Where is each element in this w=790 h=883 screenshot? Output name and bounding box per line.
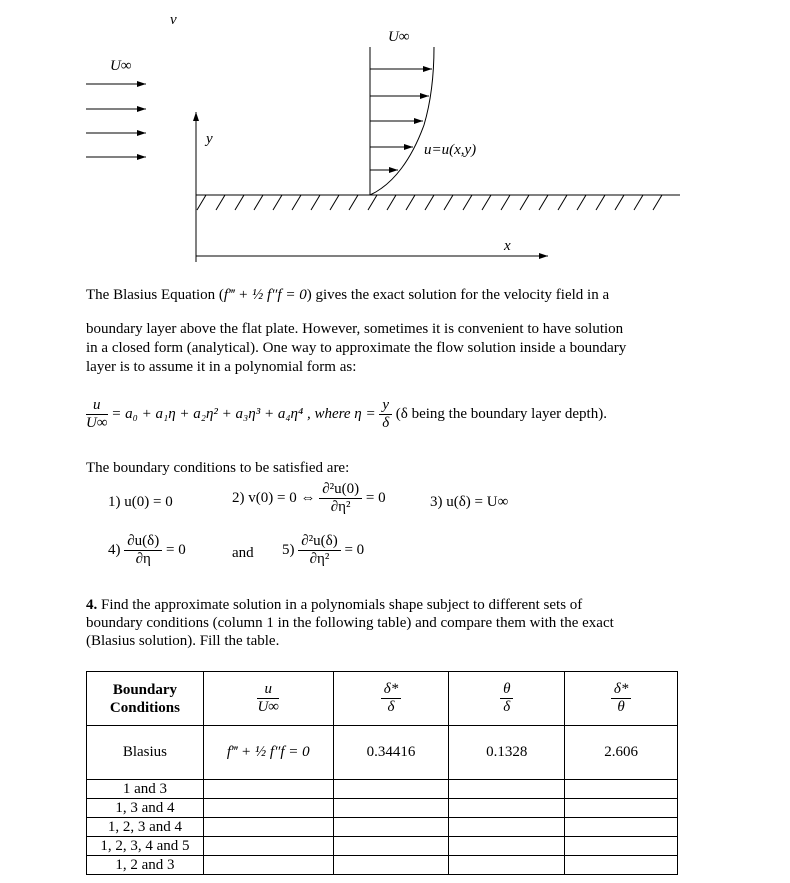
table-cell[interactable] (203, 818, 333, 837)
plate-hatch-mark (235, 195, 244, 210)
plate-hatch-mark (482, 195, 491, 210)
plate-hatch-mark (292, 195, 301, 210)
table-cell[interactable] (333, 799, 449, 818)
bc-1: 1) u(0) = 0 (108, 494, 173, 510)
blasius-label: Blasius (87, 726, 204, 780)
header-u: u (257, 681, 279, 699)
header-delta-star-2: δ* (611, 681, 631, 699)
plate-hatch-mark (463, 195, 472, 210)
header-momentum-ratio (449, 672, 565, 726)
plate-hatch-mark (387, 195, 396, 210)
task-line-1-text: Find the approximate solution in a polynomials shape subject to different sets of (101, 597, 583, 613)
bc-2-denominator: ∂η² (330, 499, 351, 515)
header-delta-2: δ (503, 699, 511, 715)
row-bc-label: 1, 3 and 4 (87, 799, 204, 818)
bc-3: 3) u(δ) = U∞ (430, 494, 509, 510)
plate-hatch-mark (577, 195, 586, 210)
table-cell[interactable] (203, 799, 333, 818)
plate-hatch-mark (653, 195, 662, 210)
table-cell[interactable] (565, 780, 678, 799)
bc-4-a: 4) (108, 541, 121, 558)
intro-line-1 (86, 286, 609, 305)
table-cell[interactable] (203, 856, 333, 875)
bc-5-fraction (298, 533, 340, 568)
intro-line-1-a: The Blasius Equation ( (86, 287, 224, 303)
x-axis-label: x (504, 238, 511, 254)
bc-2 (232, 481, 386, 516)
plate-hatch-mark (330, 195, 339, 210)
table-row (87, 856, 678, 875)
header-bc-line1: Boundary (112, 681, 178, 698)
header-uinf: U∞ (257, 699, 279, 715)
results-table (86, 671, 678, 875)
header-displacement-ratio (333, 672, 449, 726)
header-delta-star: δ* (381, 681, 401, 699)
eta-denominator: δ (382, 415, 390, 431)
table-cell[interactable] (449, 799, 565, 818)
task-line-2: boundary conditions (column 1 in the following table) and compare them with the exact (86, 615, 614, 631)
lhs-numerator: u (86, 397, 108, 415)
table-cell[interactable] (565, 799, 678, 818)
bc-5-numerator: ∂²u(δ) (298, 533, 340, 551)
u-over-uinf (86, 397, 108, 432)
table-cell[interactable] (449, 856, 565, 875)
polynomial-equation (86, 397, 607, 432)
blasius-equation-inline: f‴ + ½ f″f = 0 (223, 287, 307, 303)
bc-2-b: = 0 (365, 489, 386, 506)
plate-hatch-mark (216, 195, 225, 210)
bc-5-denominator: ∂η² (309, 551, 330, 567)
table-cell[interactable] (333, 856, 449, 875)
plate-hatch-mark (368, 195, 377, 210)
blasius-momentum: 0.1328 (449, 726, 565, 780)
row-bc-label: 1 and 3 (87, 780, 204, 799)
plate-hatch-mark (520, 195, 529, 210)
nu-label: ν (170, 12, 177, 28)
intro-line-1-b: ) gives the exact solution for the velocity field in a (306, 287, 610, 303)
header-velocity-ratio (203, 672, 333, 726)
table-row-blasius (87, 726, 678, 780)
freestream-velocity-label: U∞ (110, 58, 132, 74)
plate-hatch-mark (634, 195, 643, 210)
table-row (87, 837, 678, 856)
lhs-denominator: U∞ (86, 415, 108, 431)
bc-and: and (232, 545, 254, 561)
plate-hatch-mark (311, 195, 320, 210)
bc-5 (282, 533, 364, 568)
flat-plate (196, 195, 680, 210)
intro-line-2: boundary layer above the flat plate. However, sometimes it is convenient to have solution (86, 321, 624, 337)
plate-hatch-mark (254, 195, 263, 210)
header-shape-factor (565, 672, 678, 726)
row-bc-label: 1, 2, 3 and 4 (87, 818, 204, 837)
bc-2-fraction (319, 481, 362, 516)
freestream-arrows (86, 84, 146, 157)
task-number: 4. (86, 597, 98, 613)
intro-line-4: layer is to assume it in a polynomial form as: (86, 359, 357, 375)
table-cell[interactable] (203, 837, 333, 856)
table-cell[interactable] (449, 818, 565, 837)
table-header-row (87, 672, 678, 726)
plate-hatch-mark (539, 195, 548, 210)
blasius-displacement: 0.34416 (333, 726, 449, 780)
bc-4-b: = 0 (165, 541, 186, 558)
plate-hatch-mark (596, 195, 605, 210)
table-row (87, 799, 678, 818)
y-axis-label: y (206, 131, 213, 147)
table-cell[interactable] (333, 818, 449, 837)
plate-hatch-mark (197, 195, 206, 210)
bc-5-b: = 0 (344, 541, 365, 558)
plate-hatch-mark (615, 195, 624, 210)
bc-4-numerator: ∂u(δ) (124, 533, 162, 551)
intro-line-3: in a closed form (analytical). One way to approximate the flow solution inside a boundary (86, 340, 627, 356)
plate-hatch-mark (425, 195, 434, 210)
table-row (87, 818, 678, 837)
header-theta-2: θ (617, 699, 625, 715)
plate-hatch-mark (273, 195, 282, 210)
task-line-3: (Blasius solution). Fill the table. (86, 633, 280, 649)
plate-hatch-mark (558, 195, 567, 210)
table-cell[interactable] (565, 818, 678, 837)
profile-label: u=u(x,y) (424, 142, 477, 158)
plate-hatch-mark (349, 195, 358, 210)
table-cell[interactable] (565, 856, 678, 875)
table-cell[interactable] (333, 780, 449, 799)
plate-hatch-mark (444, 195, 453, 210)
eta-numerator: y (379, 397, 392, 415)
bc-4-fraction (124, 533, 162, 568)
table-row (87, 780, 678, 799)
blasius-shape-factor: 2.606 (565, 726, 678, 780)
table-cell[interactable] (333, 837, 449, 856)
edge-velocity-label: U∞ (388, 29, 410, 45)
plate-hatch-mark (406, 195, 415, 210)
plate-hatch-mark (501, 195, 510, 210)
header-boundary-conditions (87, 672, 204, 726)
blasius-equation: f‴ + ½ f″f = 0 (203, 726, 333, 780)
delta-note: (δ being the boundary layer depth). (395, 405, 607, 422)
bc-5-a: 5) (282, 541, 295, 558)
boundary-layer-figure (0, 0, 790, 270)
polynomial-rhs: = a₀ + a₁η + a₂η² + a₃η³ + a₄η⁴ , where η = (111, 405, 376, 422)
header-delta: δ (387, 699, 395, 715)
bc-4-denominator: ∂η (135, 551, 151, 567)
header-theta: θ (500, 681, 513, 699)
header-bc-line2: Conditions (109, 699, 180, 716)
bc-heading: The boundary conditions to be satisfied are: (86, 460, 350, 476)
table-cell[interactable] (203, 780, 333, 799)
row-bc-label: 1, 2, 3, 4 and 5 (87, 837, 204, 856)
eta-fraction (379, 397, 392, 432)
table-cell[interactable] (449, 780, 565, 799)
velocity-profile (370, 47, 434, 195)
task-line-1 (86, 596, 582, 615)
table-cell[interactable] (449, 837, 565, 856)
bc-2-a: 2) v(0) = 0 ⇔ (232, 489, 316, 506)
bc-4 (108, 533, 186, 568)
table-cell[interactable] (565, 837, 678, 856)
bc-2-numerator: ∂²u(0) (319, 481, 362, 499)
row-bc-label: 1, 2 and 3 (87, 856, 204, 875)
